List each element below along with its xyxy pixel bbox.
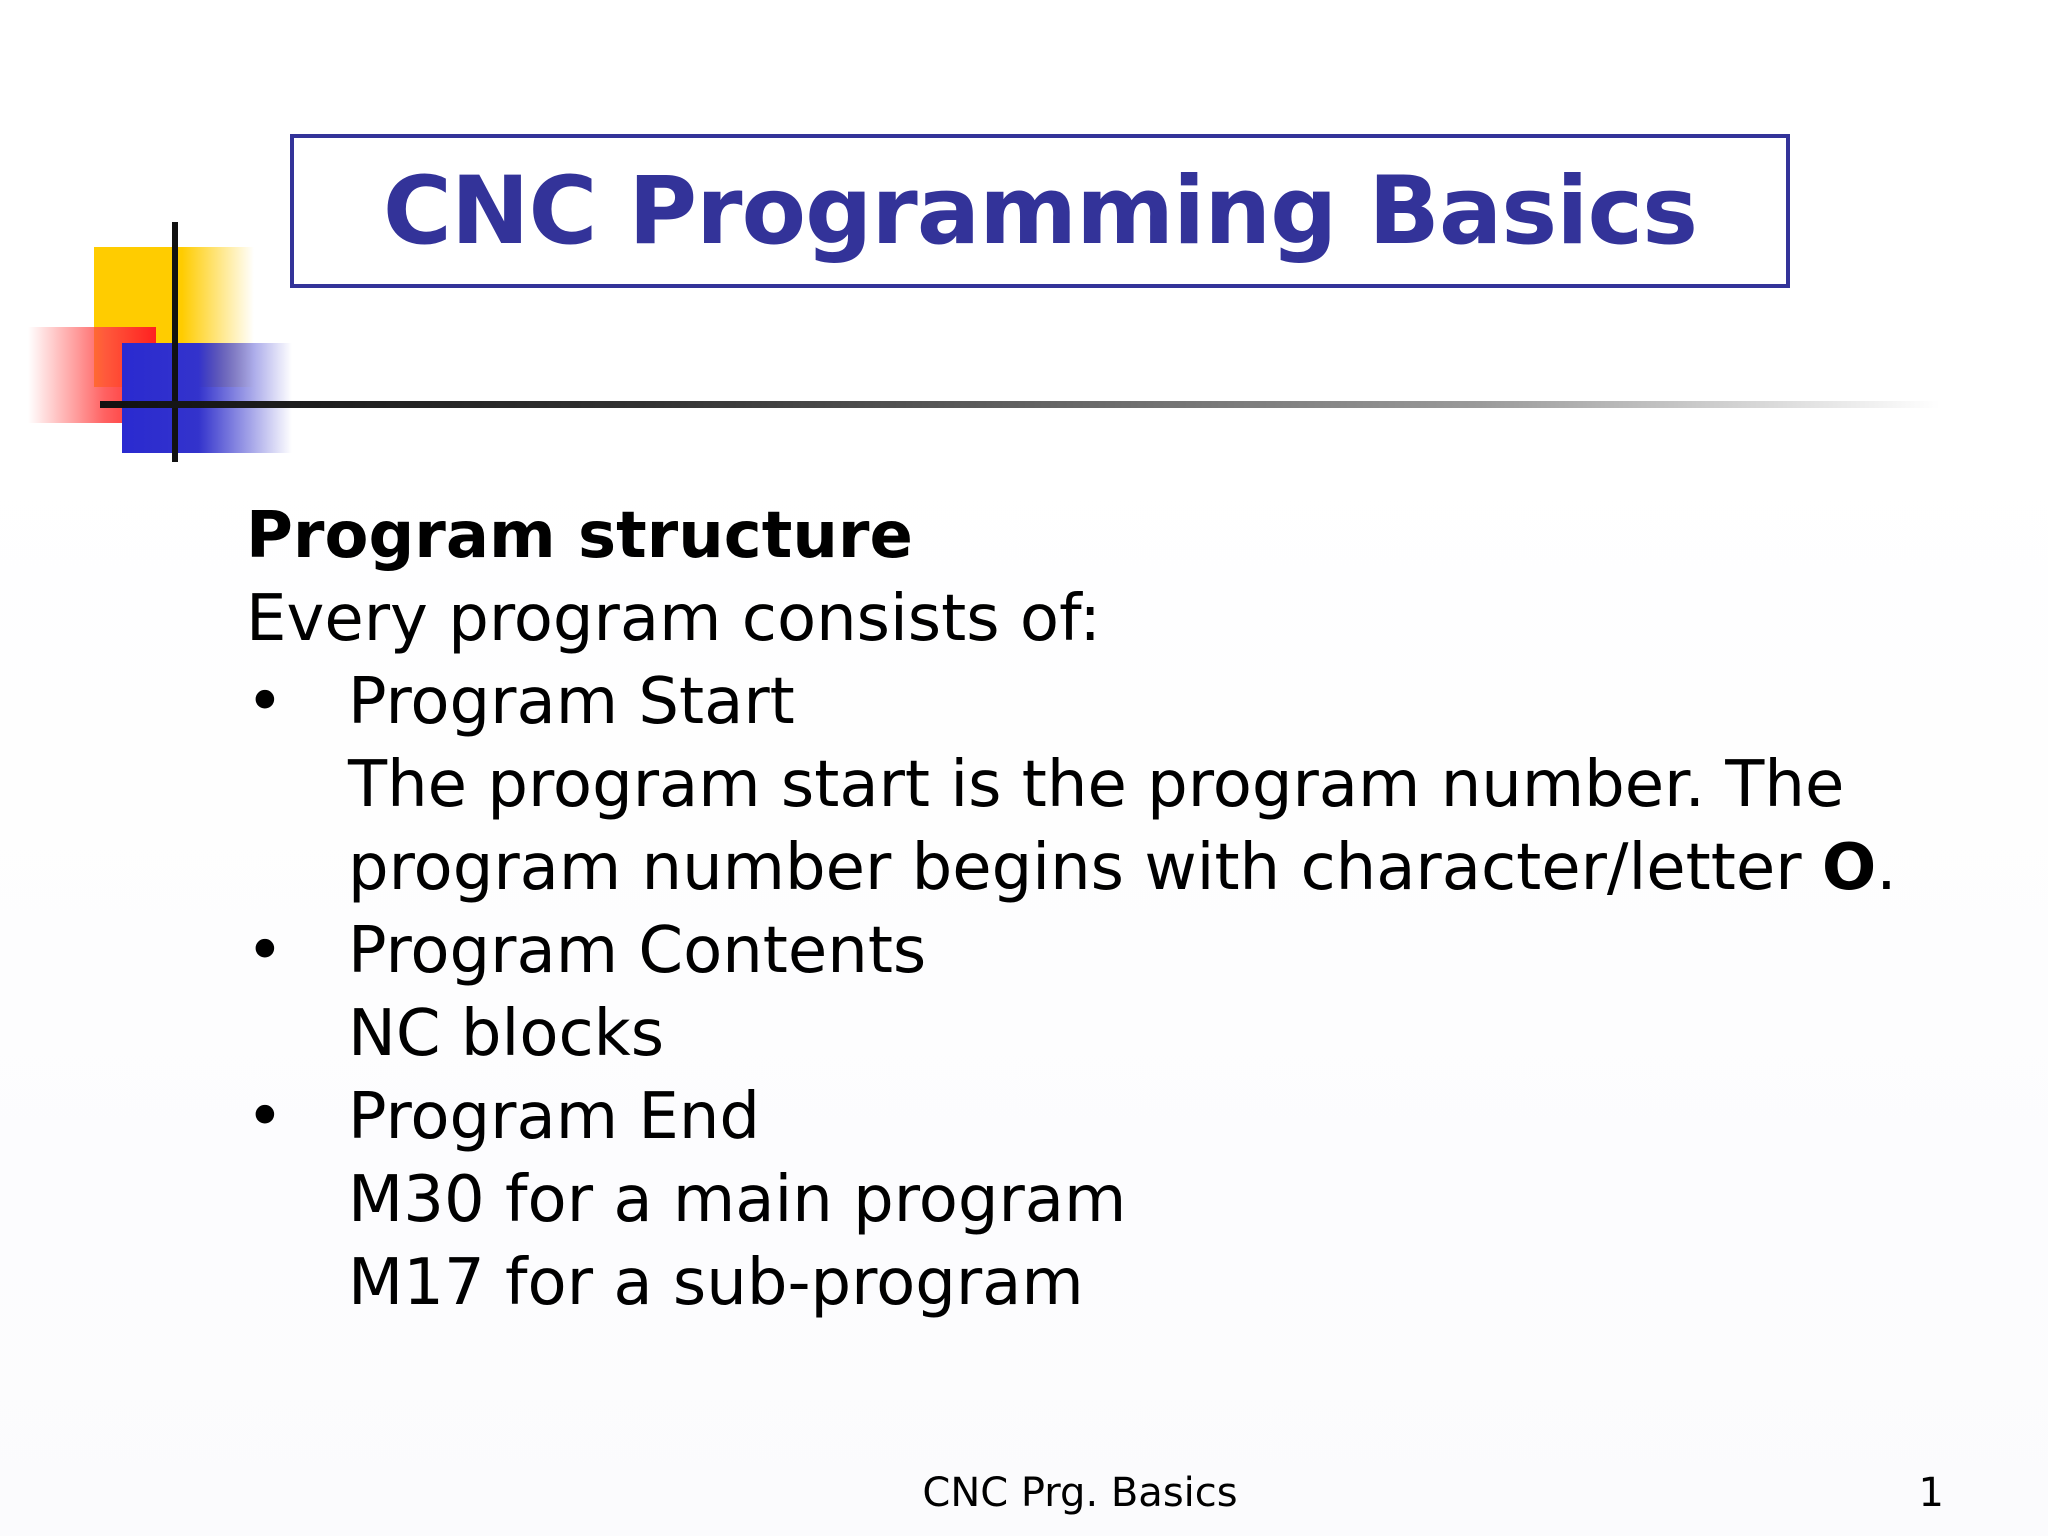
detail-line: M17 for a sub-program xyxy=(348,1246,1084,1320)
bullet-item-program-start xyxy=(246,661,1946,744)
detail-line xyxy=(246,827,1946,910)
detail-line: NC blocks xyxy=(348,997,665,1071)
bullet-item-program-contents xyxy=(246,910,1946,993)
slide-body xyxy=(246,495,1946,1325)
decor-blue-square xyxy=(122,343,292,453)
detail-line: M30 for a main program xyxy=(348,1163,1127,1237)
bullet-icon: • xyxy=(246,1080,284,1154)
bullet-item-program-end xyxy=(246,1076,1946,1159)
decor-vertical-line xyxy=(172,222,178,462)
detail-period: . xyxy=(1876,831,1897,905)
bullet-label: Program Contents xyxy=(348,914,927,988)
emphasis-letter: O xyxy=(1821,831,1877,905)
detail-text: program number begins with character/letter xyxy=(348,831,1822,905)
detail-line: The program start is the program number. The xyxy=(348,748,1845,822)
slide-title: CNC Programming Basics xyxy=(382,156,1698,266)
bullet-icon: • xyxy=(246,665,284,739)
bullet-icon: • xyxy=(246,914,284,988)
footer-title: CNC Prg. Basics xyxy=(922,1470,1238,1516)
section-heading: Program structure xyxy=(246,499,913,573)
intro-text: Every program consists of: xyxy=(246,582,1101,656)
bullet-label: Program End xyxy=(348,1080,760,1154)
decor-horizontal-rule xyxy=(100,401,1940,408)
title-box xyxy=(290,134,1790,288)
page-number: 1 xyxy=(1918,1470,1944,1516)
bullet-label: Program Start xyxy=(348,665,795,739)
